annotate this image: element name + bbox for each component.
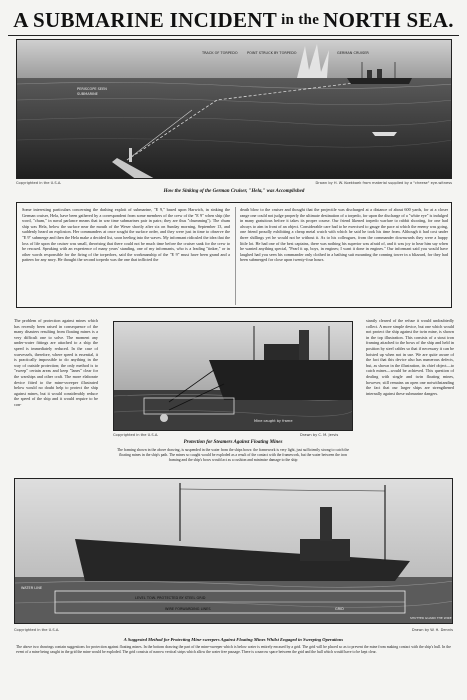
credit-3: Drawn by W. H. Dennis [411,628,453,632]
caption-1: How the Sinking of the German Cruiser, "Hela," was Accomplished [163,189,305,194]
bow-frame-drawing [114,322,353,431]
copyright-3: Copyrighted in the U.S.A. [14,628,60,632]
bow-frame-illustration [113,321,353,431]
page-title [8,6,459,34]
article-col-left: Some interesting particulars concerning the dashing exploit of submarine, "E 9," based upon Harwich, in sinking the German cruiser, Hela, have been gathered by a correspondent from some members of the crew of the "E 9" when ship (the word, "chum," in naval parlance means that in war time submarines pair in pairs; they are thus "chumming"). The chum ship was Hela, below the surface near the mouth of the Weser shortly after six on Sunday morning, September 13, and suddenly heard an explosion. Her commanders at once sought the surface order, and they were just in time to observe the "E 9" submerge and then the Hela make a decided list, soon heeling into the waves. My informant ridiculed the idea that the loss of life upon the cruiser was small, theorising that there could not be much time before the cruiser sank for the crew to be rescued. Speaking with an experience of many years' standing, one of my informants, who is a leading "tinker," or in other words responsible for the firing of the torpedoes, said the workmanship of the "E 9" must have been grand and a pattern for any navy. He thought the second torpedo was the one that inflicted the [22,207,230,263]
label-torpedo-track: TRACK OF TORPEDO [202,51,238,55]
credit-1: Drawn by H. W. Koekkoek from material supplied by a "cheese" eye-witness [315,181,452,185]
column-divider [235,207,236,305]
label-grid: GRID [335,607,344,611]
mine-sweeper-drawing [15,479,453,624]
label-shutter: SHUTTER GUARD THE WIRE [410,616,452,620]
cruiser-sinking-illustration [16,39,452,179]
title-part2: in the [281,11,320,28]
article-box [16,202,452,308]
credit-2: Drawn by C. M. Jervis [300,433,339,437]
label-mine-caught: Mine caught by frame [254,419,293,423]
title-part3: NORTH SEA. [323,7,454,32]
mine-protection-right-text: stantly cleared of the refuse it would undoubtedly collect. A more simple device, but one which would not protect the ship against the twin mine, is shown in the top illustration. This consists of a stout iron framing attached to the bows of the ship and held in position by steel cables so that if necessary it can be hoisted up when not in use. We are quite aware of the fact that this device also has numerous defects, but, as shown in the illustration, its chief object—to catch mines—would be achieved. This question of dealing with single and twin floating mines, however, still remains an open one notwithstanding the fact that our larger ships are strengthened internally against these submarine dangers. [366,318,454,396]
mine-protection-left-text: The problem of protection against mines which has recently been raised in consequence of the many disasters resulting from floating mines is a very difficult one to solve. The moment any under-water fittings are attached to a ship the speed is immediately reduced. In the case of warvessels, therefore, where speed is essential, it is practically impossible to do anything in the way of outside protection; the only method is to "sweep" certain areas and keep "lanes" clear for the warships and other craft. The more elaborate device fitted to the mine-sweeper illustrated below would no doubt help to protect the ship against mines, but it would considerably reduce the speed of the ship and it would require to be con- [14,318,98,407]
label-water-line: WATER LINE [21,586,43,590]
label-point-struck: POINT STRUCK BY TORPEDO [247,51,297,55]
caption-3: A Suggested Method for Protecting Mine-sweepers Against Floating Mines Whilst Engaged in Sweeping Operations [123,637,344,642]
caption-2: Protection for Steamers Against Floating Mines [183,440,283,445]
copyright-2: Copyrighted in the U.S.A. [113,433,159,437]
copyright-1: Copyrighted in the U.S.A. [16,181,62,185]
title-part1: A SUBMARINE INCIDENT [13,7,278,32]
cruiser-sinking-drawing [17,40,452,179]
label-wire-lines: WIRE FORWARDING LINES [165,607,211,611]
label-german-cruiser: GERMAN CRUISER [337,51,369,55]
mine-sweeper-illustration [14,478,453,624]
title-rule [8,35,459,36]
label-periscope: PERISCOPE SEEN [77,87,107,91]
mid-description: The framing shown in the above drawing, is suspended in the water from the ships bows: the framework is very light, just sufficiently strong to catch the floating mines in the ship's path. The mines so caught would be exploded as a result of the contact with the framework, but the water between the iron framing and the ship's bows would act as a cushion and minimise damage to the ship [116,448,350,462]
bottom-description: The above two drawings contain suggestions for protection against floating mines. In the bottom drawing the part of the mine-sweeper which is below water is entirely encased by a grid. The grid will be placed so as to prevent the mine from making contact with the ship's hull. In the event of a mine being caught in the grid the mine would be exploded. The grid consists of narrow vertical strips which allow the water free passage. There is a narrow space between the grid and the hull which would have to be kept clear. [16,645,451,654]
label-level-tow: LEVEL TOW. PROTECTED BY STEEL GRID [135,596,206,600]
label-submarine: SUBMARINE [77,92,98,96]
article-col-right: death blow to the cruiser and thought that the projectile was discharged at a distance of about 600 yards, for at a closer range one could not judge properly the ultimate destination of a torpedo, for upon the discharge of a "white eye" is indulged in many gratuitous before it takes its proper course. Our friend likened torpedo warfare to rabbit shooting, for one had always to aim in front of an object. Considerable care had to be exercised to gauge the pace at which the enemy was going, one friend proudly exhibiting a cheap metal watch with which he said he took his time from. Although it had cost under three shillings yet he would not be without it. As to his colleagues, from the commander downwards they were a happy little lot. He had one of the best captains, there was nothing his superior was afraid of, and it was joy to hear him say when he wanted anything special, "Pearl it up, boys, in engines; I want it done in engines." Our informant said you would have laughed had you seen his commander only clothed in a bathing suit mounting the conning tower in a blizzard, for they had been submerged for close upon twenty-four hours. [240,207,448,263]
